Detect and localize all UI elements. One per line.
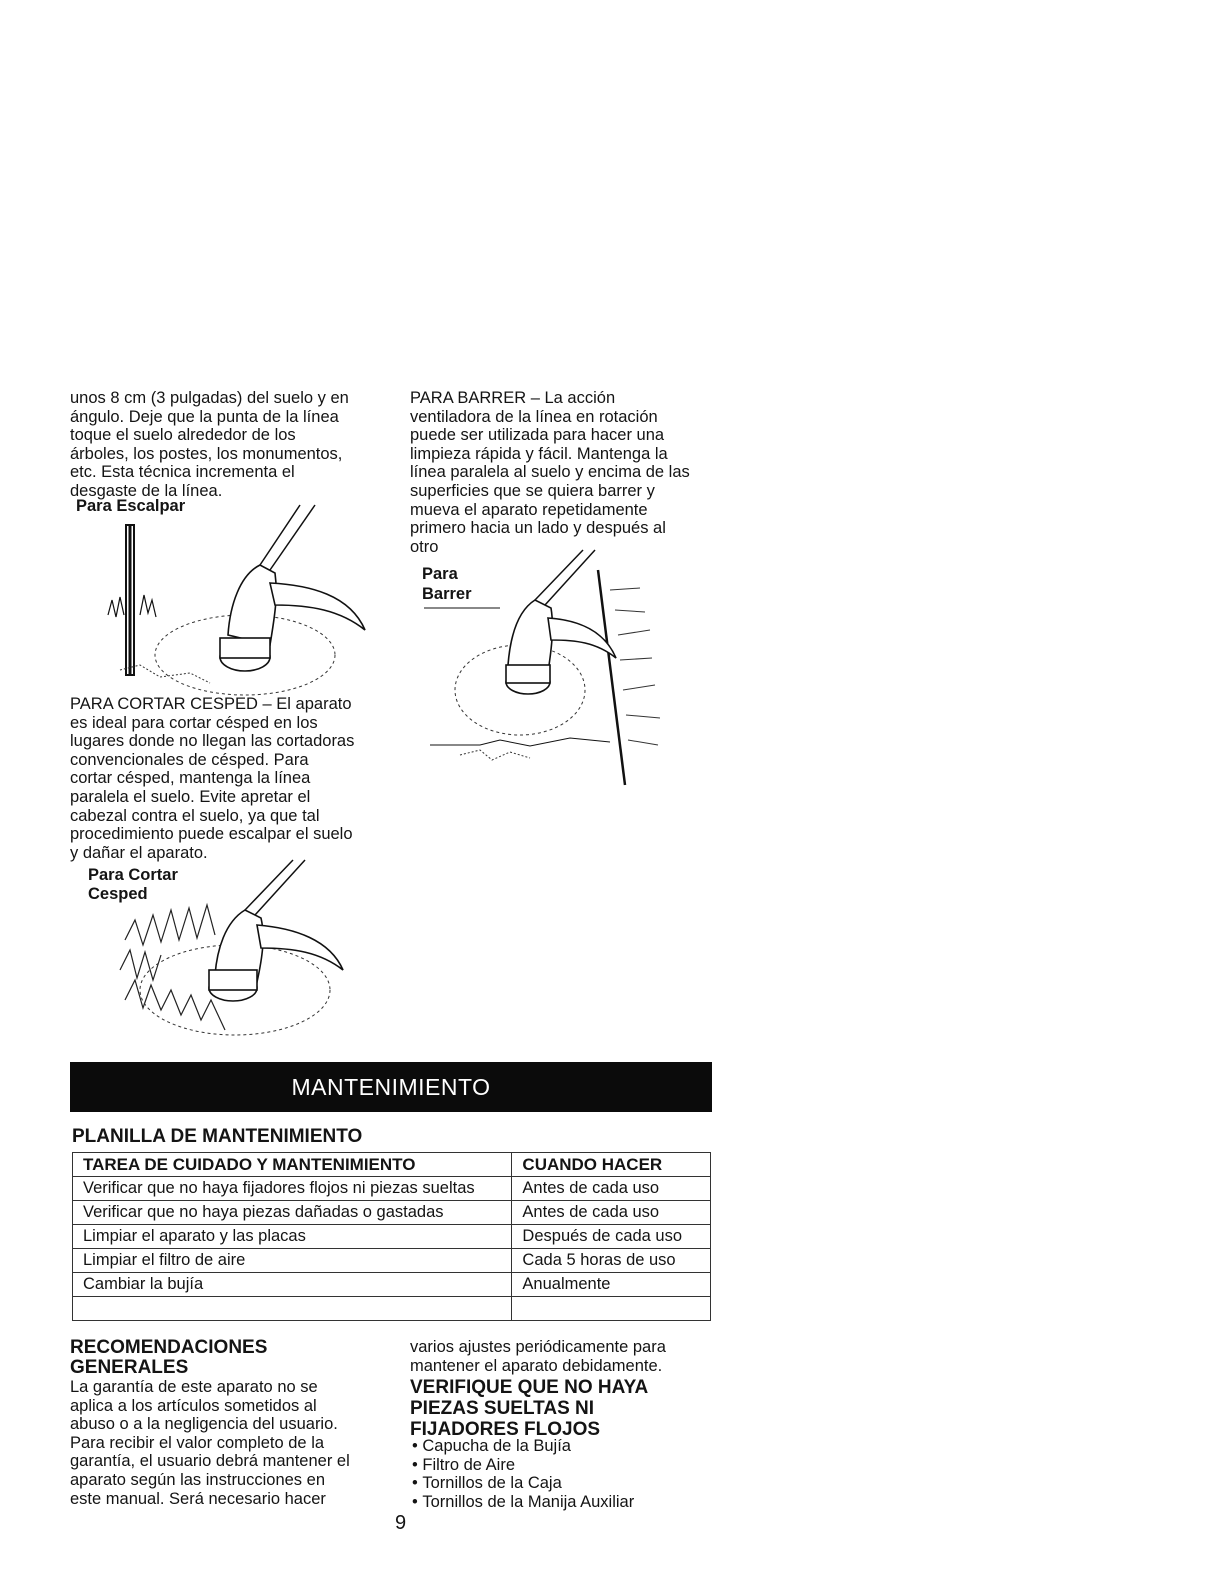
intro-line: unos 8 cm (3 pulgadas) del suelo y en xyxy=(70,389,349,407)
table-row xyxy=(73,1273,711,1297)
barrer-line: mueva el aparato repetidamente xyxy=(410,500,648,519)
task-cell: Limpiar el filtro de aire xyxy=(73,1249,512,1273)
table-header-row xyxy=(73,1153,711,1177)
intro-line: toque el suelo alrededor de los xyxy=(70,426,296,445)
recomendaciones-line: La garantía de este aparato no se xyxy=(70,1378,318,1396)
barrer-line: limpieza rápida y fácil. Mantenga la xyxy=(410,444,668,463)
intro-line: árboles, los postes, los monumentos, xyxy=(70,444,343,463)
table-row xyxy=(73,1297,711,1321)
barrer-line: línea paralela al suelo y encima de las xyxy=(410,463,690,482)
when-cell: Anualmente xyxy=(512,1273,711,1297)
barrer-line: primero hacia un lado y después al xyxy=(410,519,666,538)
verifique-heading xyxy=(410,1377,648,1440)
list-item: • Tornillos de la Manija Auxiliar xyxy=(412,1493,634,1512)
table-row xyxy=(73,1177,711,1201)
barrer-line: otro xyxy=(410,537,439,556)
verifique-heading-line: VERIFIQUE QUE NO HAYA xyxy=(410,1377,649,1398)
cortar-line: PARA CORTAR CESPED – El aparato xyxy=(70,695,352,713)
recomendaciones-line: Para recibir el valor completo de la xyxy=(70,1433,325,1452)
maintenance-table xyxy=(72,1152,711,1321)
intro-line: desgaste de la línea. xyxy=(70,481,223,500)
cortar-line: es ideal para cortar césped en los xyxy=(70,713,318,732)
task-cell: Verificar que no haya fijadores flojos ni piezas sueltas xyxy=(73,1177,512,1201)
schedule-title: PLANILLA DE MANTENIMIENTO xyxy=(72,1126,363,1147)
recomendaciones-continued xyxy=(410,1338,730,1375)
intro-line: ángulo. Deje que la punta de la línea xyxy=(70,407,339,426)
barrer-fig-label: Barrer xyxy=(422,585,472,603)
task-cell xyxy=(73,1297,512,1321)
when-cell: Cada 5 horas de uso xyxy=(512,1249,711,1273)
cortar-paragraph xyxy=(70,695,390,862)
escalpar-label: Para Escalpar xyxy=(76,497,186,515)
cortar-line: procedimiento puede escalpar el suelo xyxy=(70,825,353,844)
table-row xyxy=(73,1249,711,1273)
table-row xyxy=(73,1201,711,1225)
list-item: • Filtro de Aire xyxy=(412,1456,634,1475)
cortar-fig-label: Para Cortar xyxy=(88,866,178,884)
intro-line: etc. Esta técnica incrementa el xyxy=(70,463,295,482)
barrer-fig-label: Para xyxy=(422,565,458,583)
recomendaciones-line: garantía, el usuario debrá mantener el xyxy=(70,1452,350,1471)
continued-line: mantener el aparato debidamente. xyxy=(410,1356,663,1375)
task-cell: Cambiar la bujía xyxy=(73,1273,512,1297)
when-cell xyxy=(512,1297,711,1321)
barrer-illustration xyxy=(420,550,670,790)
recomendaciones-line: aplica a los artículos sometidos al xyxy=(70,1396,317,1415)
when-cell: Antes de cada uso xyxy=(512,1201,711,1225)
when-cell: Después de cada uso xyxy=(512,1225,711,1249)
barrer-paragraph xyxy=(410,389,730,556)
list-item: • Capucha de la Bujía xyxy=(412,1437,634,1456)
cortar-line: cortar césped, mantenga la línea xyxy=(70,769,311,788)
col-header-when: CUANDO HACER xyxy=(512,1153,711,1177)
verifique-heading-line: PIEZAS SUELTAS NI xyxy=(410,1398,595,1419)
barrer-line: puede ser utilizada para hacer una xyxy=(410,426,665,445)
recomendaciones-paragraph xyxy=(70,1378,400,1508)
page-number: 9 xyxy=(395,1512,407,1534)
barrer-line: PARA BARRER – La acción xyxy=(410,389,616,407)
list-item: • Tornillos de la Caja xyxy=(412,1474,634,1493)
table-row xyxy=(73,1225,711,1249)
verifique-heading-line: FIJADORES FLOJOS xyxy=(410,1419,601,1440)
cortar-cesped-illustration xyxy=(115,860,355,1055)
escalpar-illustration xyxy=(100,505,370,695)
col-header-task: TAREA DE CUIDADO Y MANTENIMIENTO xyxy=(73,1153,512,1177)
barrer-line: superficies que se quiera barrer y xyxy=(410,481,655,500)
cortar-line: y dañar el aparato. xyxy=(70,843,208,862)
cortar-line: cabezal contra el suelo, ya que tal xyxy=(70,806,320,825)
task-cell: Verificar que no haya piezas dañadas o gastadas xyxy=(73,1201,512,1225)
cortar-fig-label: Cesped xyxy=(88,885,148,903)
mantenimiento-banner: MANTENIMIENTO xyxy=(70,1062,712,1112)
task-cell: Limpiar el aparato y las placas xyxy=(73,1225,512,1249)
cortar-line: convencionales de césped. Para xyxy=(70,750,309,769)
barrer-line: ventiladora de la línea en rotación xyxy=(410,407,658,426)
cortar-line: lugares donde no llegan las cortadoras xyxy=(70,732,355,751)
verifique-list xyxy=(412,1437,634,1511)
continued-line: varios ajustes periódicamente para xyxy=(410,1338,666,1356)
recomendaciones-line: aparato según las instrucciones en xyxy=(70,1470,325,1489)
recomendaciones-line: abuso o a la negligencia del usuario. xyxy=(70,1415,338,1434)
recomendaciones-line: este manual. Será necesario hacer xyxy=(70,1489,326,1508)
when-cell: Antes de cada uso xyxy=(512,1177,711,1201)
recomendaciones-heading: GENERALES xyxy=(70,1357,189,1378)
intro-paragraph xyxy=(70,389,390,501)
recomendaciones-heading: RECOMENDACIONES xyxy=(70,1337,268,1358)
cortar-line: paralela el suelo. Evite apretar el xyxy=(70,787,311,806)
